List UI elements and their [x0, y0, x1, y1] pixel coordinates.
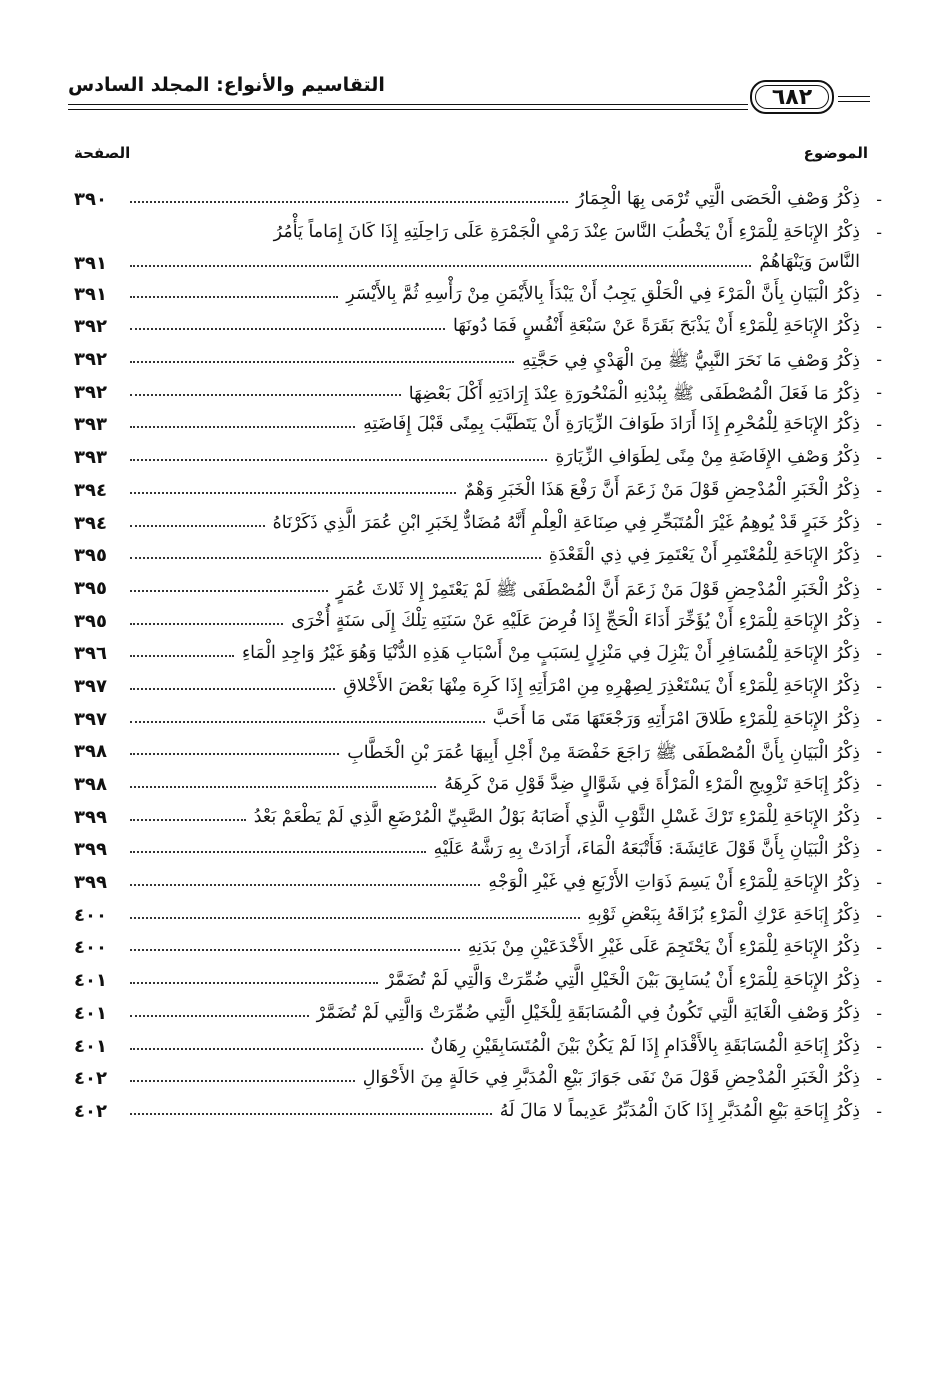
topic-column-heading: الموضوع	[803, 144, 868, 162]
toc-entry	[70, 673, 882, 706]
entry-page-number: ٣٩٨	[74, 741, 107, 763]
toc-entry	[70, 219, 882, 281]
entry-dash: -	[876, 578, 882, 599]
entry-page-number: ٣٩٠	[74, 189, 107, 210]
toc-entry	[70, 836, 882, 869]
page-number-frame	[750, 80, 834, 114]
dot-leader	[130, 328, 445, 330]
entry-title: ذِكْرُ الإِبَاحَةِ لِلْمَرْءِ أَنْ يُؤَخِّرَ أَدَاءَ الْحَجِّ إِذَا فُرِضَ عَلَيْهِ عَنْ سَنَتِهِ تِلْكَ إِلَى سَنَةٍ أُخْرَى	[291, 610, 860, 631]
entry-page-number: ٤٠١	[74, 1035, 107, 1057]
entry-dash: -	[876, 350, 882, 371]
entry-page-number: ٣٩٩	[74, 872, 107, 894]
toc-entry	[70, 706, 882, 739]
entry-title: ذِكْرُ الْبَيَانِ بِأَنَّ الْمُصْطَفَى ﷺ رَاجَعَ حَفْصَةَ مِنْ أَجْلِ أَبِيهَا عُمَرَ بْنِ الْخَطَّابِ	[347, 743, 860, 764]
page-column-heading: الصفحة	[74, 144, 131, 162]
toc-entry	[70, 411, 882, 444]
entry-title: ذِكْرُ الإِبَاحَةِ لِلْمُسَافِرِ أَنْ يَنْزِلَ فِي مَنْزِلٍ لِسَبَبٍ مِنْ أَسْبَابِ هَذِهِ الدُّنْيَا وَهُوَ غَيْرُ وَاجِدِ الْمَاءِ	[241, 643, 860, 664]
entry-title: ذِكْرُ الْبَيَانِ بِأَنَّ قَوْلَ عَائِشَةَ: فَأَتْبَعَهُ الْمَاءَ، أَرَادَتْ بِهِ رَشَّهُ عَلَيْهِ	[433, 839, 860, 860]
entry-dash: -	[876, 676, 882, 697]
entry-dash: -	[876, 742, 882, 763]
entry-dash: -	[876, 317, 882, 338]
page-number: ٦٨٢	[771, 84, 813, 110]
dot-leader	[130, 1015, 309, 1017]
entry-page-number: ٣٩٧	[74, 708, 107, 730]
entry-title: ذِكْرُ الإِبَاحَةِ لِلْمُعْتَمِرِ أَنْ يَعْتَمِرَ فِي ذِي الْقَعْدَةِ	[548, 545, 860, 566]
toc-entry	[70, 281, 882, 314]
dot-leader	[130, 459, 547, 461]
dot-leader	[130, 753, 339, 755]
header-rule	[68, 109, 748, 110]
toc-entry	[70, 186, 882, 219]
entry-page-number: ٣٩٢	[74, 316, 107, 338]
toc-entry	[70, 477, 882, 510]
dot-leader	[130, 492, 456, 494]
entry-dash: -	[876, 807, 882, 828]
toc-entry	[70, 542, 882, 575]
dot-leader	[130, 525, 265, 527]
entry-title: ذِكْرُ الإِبَاحَةِ لِلْمَرْءِ أَنْ يَسِمَ ذَوَاتِ الأَرْبَعِ فِي غَيْرِ الْوَجْهِ	[488, 872, 860, 893]
entry-title: ذِكْرُ الْخَبَرِ الْمُدْحِضِ قَوْلَ مَنْ نَفَى جَوَازَ بَيْعِ الْمُدَبَّرِ فِي حَالَةٍ مِنَ الأَحْوَالِ	[362, 1068, 860, 1089]
entry-page-number: ٣٩٣	[74, 414, 107, 436]
toc-entry	[70, 510, 882, 543]
dot-leader	[130, 201, 568, 203]
entry-page-number: ٣٩٨	[74, 774, 107, 795]
entry-page-number: ٣٩٥	[74, 545, 107, 567]
entry-dash: -	[876, 284, 882, 305]
dot-leader	[130, 361, 514, 363]
dot-leader	[130, 1048, 423, 1050]
entry-title: ذِكْرُ الْبَيَانِ بِأَنَّ الْمَرْءَ فِي الْحَلْقِ يَجِبُ أَنْ يَبْدَأَ بِالأَيْمَنِ مِنْ رَأْسِهِ ثُمَّ بِالأَيْسَرِ	[346, 283, 860, 304]
entry-title: ذِكْرُ وَصْفِ الْحَصَى الَّتِي تُرْمَى بِهَا الْجِمَارُ	[575, 189, 860, 209]
dot-leader	[130, 819, 246, 821]
entry-dash: -	[876, 415, 882, 436]
entry-page-number: ٣٩٤	[74, 479, 107, 501]
entry-page-number: ٣٩٤	[74, 512, 107, 534]
entry-title: ذِكْرُ وَصْفِ مَا نَحَرَ النَّبِيُّ ﷺ مِنَ الْهَدْيِ فِي حَجَّتِهِ	[522, 351, 860, 372]
entry-dash: -	[876, 775, 882, 795]
entry-title: ذِكْرُ إِبَاحَةِ بَيْعِ الْمُدَبَّرِ إِذَا كَانَ الْمُدَبِّرُ عَدِيماً لا مَالَ لَهُ	[499, 1100, 860, 1121]
dot-leader	[130, 1113, 492, 1115]
toc-entry	[70, 575, 882, 608]
entry-page-number: ٤٠٢	[74, 1100, 107, 1122]
entry-page-number: ٤٠٠	[74, 937, 107, 959]
entry-title: ذِكْرُ وَصْفِ الْغَايَةِ الَّتِي تَكُونُ فِي الْمُسَابَقَةِ لِلْخَيْلِ الَّتِي ضُمِّرَتْ وَالَّتِي لَمْ تُضَمَّرْ	[316, 1002, 860, 1023]
entry-title: ذِكْرُ الإِبَاحَةِ لِلْمَرْءِ طَلاقَ امْرَأَتِهِ وَرَجْعَتَهَا مَتَى مَا أَحَبَّ	[492, 708, 860, 729]
toc-entry	[70, 804, 882, 837]
toc-entry	[70, 1000, 882, 1033]
toc-entry	[70, 346, 882, 379]
entry-page-number: ٤٠٢	[74, 1068, 107, 1090]
entry-page-number: ٣٩٩	[74, 806, 107, 828]
dot-leader	[130, 851, 426, 853]
entry-title: ذِكْرُ خَبَرٍ قَدْ يُوهِمُ غَيْرَ الْمُتَبَحِّرِ فِي صِنَاعَةِ الْعِلْمِ أَنَّهُ مُضَادٌّ لِخَبَرِ ابْنِ عُمَرَ الَّذِي ذَكَرْنَاهُ	[272, 512, 860, 533]
dot-leader	[130, 1080, 355, 1082]
entry-title: ذِكْرُ وَصْفِ الإِفَاضَةِ مِنْ مِنًى لِطَوَافِ الزِّيَارَةِ	[555, 447, 860, 468]
entry-dash: -	[876, 1101, 882, 1122]
toc-entry	[70, 967, 882, 1000]
entry-title: ذِكْرُ إِبَاحَةِ عَرْكِ الْمَرْءِ بُزَاقَهُ بِبَعْضِ ثَوْبِهِ	[587, 904, 860, 925]
entry-page-number: ٣٩٥	[74, 577, 107, 599]
dot-leader	[130, 394, 401, 396]
entry-title: ذِكْرُ إِبَاحَةِ الْمُسَابَقَةِ بِالأَقْدَامِ إِذَا لَمْ يَكُنْ بَيْنَ الْمُتَسَابِقَيْنِ رِهَانٌ	[430, 1035, 860, 1056]
dot-leader	[130, 917, 580, 919]
dot-leader	[130, 623, 283, 625]
toc-entry	[70, 738, 882, 771]
entry-title: ذِكْرُ الإِبَاحَةِ لِلْمُحْرِمِ إِذَا أَرَادَ طَوَافَ الزِّيَارَةِ أَنْ يَتَطَيَّبَ بِمِنًى قَبْلَ إِفَاضَتِهِ	[363, 414, 860, 435]
entry-dash: -	[876, 873, 882, 894]
entry-dash: -	[876, 1003, 882, 1024]
entry-page-number: ٣٩١	[74, 283, 107, 305]
entry-title: ذِكْرُ مَا فَعَلَ الْمُصْطَفَى ﷺ بِبُدْنِهِ الْمَنْحُورَةِ عِنْدَ إِرَادَتِهِ أَكْلَ بَعْضِهَا	[408, 383, 860, 404]
dot-leader	[130, 590, 328, 592]
entry-title: ذِكْرُ الإِبَاحَةِ لِلْمَرْءِ أَنْ يَخْطُبَ النَّاسَ عِنْدَ رَمْيِ الْجَمْرَةِ عَلَى رَاحِلَتِهِ إِذَا كَانَ إِمَاماً يَأْمُرُ	[273, 221, 860, 242]
header-rule	[838, 96, 870, 97]
toc-entry	[70, 869, 882, 902]
entry-dash: -	[876, 513, 882, 534]
entry-title: ذِكْرُ الْخَبَرِ الْمُدْحِضِ قَوْلَ مَنْ زَعَمَ أَنَّ رَفْعَ هَذَا الْخَبَرِ وَهْمٌ	[464, 479, 860, 500]
entry-dash: -	[876, 611, 882, 632]
entry-title: ذِكْرُ الْخَبَرِ الْمُدْحِضِ قَوْلَ مَنْ زَعَمَ أَنَّ الْمُصْطَفَى ﷺ لَمْ يَعْتَمِرْ إِلا ثَلاثَ عُمَرٍ	[336, 579, 860, 600]
entry-page-number: ٣٩٢	[74, 381, 107, 403]
entry-dash: -	[876, 190, 882, 210]
entry-page-number: ٤٠٠	[74, 904, 107, 926]
entry-dash: -	[876, 905, 882, 926]
dot-leader	[130, 557, 541, 559]
toc-entry	[70, 379, 882, 412]
entry-dash: -	[876, 971, 882, 992]
entry-page-number: ٣٩٧	[74, 675, 107, 697]
toc-entry	[70, 1033, 882, 1066]
entry-title: ذِكْرُ الإِبَاحَةِ لِلْمَرْءِ أَنْ يَذْبَحَ بَقَرَةً عَنْ سَبْعَةِ أَنْفُسٍ فَمَا دُونَهَا	[452, 316, 860, 337]
toc-entry	[70, 1065, 882, 1098]
dot-leader	[130, 949, 460, 951]
toc-entry	[70, 771, 882, 804]
entry-title: ذِكْرُ الإِبَاحَةِ لِلْمَرْءِ أَنْ يَحْتَجِمَ عَلَى غَيْرِ الأَخْدَعَيْنِ مِنْ بَدَنِهِ	[467, 937, 860, 958]
dot-leader	[130, 426, 355, 428]
entry-dash: -	[876, 709, 882, 730]
entry-dash: -	[876, 840, 882, 861]
entry-page-number: ٣٩٥	[74, 610, 107, 632]
entry-page-number: ٣٩٩	[74, 839, 107, 861]
header-rule	[68, 104, 748, 105]
toc-entry	[70, 934, 882, 967]
entry-title-continuation: النَّاسَ وَيَنْهَاهُمْ	[759, 251, 860, 272]
dot-leader	[130, 721, 485, 723]
dot-leader	[130, 265, 751, 267]
entry-page-number: ٣٩٦	[74, 643, 107, 665]
dot-leader	[130, 884, 480, 886]
dot-leader	[130, 786, 436, 788]
entry-dash: -	[876, 1036, 882, 1057]
dot-leader	[130, 982, 378, 984]
entry-page-number: ٣٩١	[74, 252, 107, 274]
entry-dash: -	[876, 938, 882, 959]
entry-dash: -	[876, 1069, 882, 1090]
dot-leader	[130, 688, 335, 690]
toc-entry	[70, 444, 882, 477]
toc-entry	[70, 902, 882, 935]
entry-title: ذِكْرُ إِبَاحَةِ تَزْوِيجِ الْمَرْءِ الْمَرْأَةَ فِي شَوَّالٍ ضِدَّ قَوْلِ مَنْ كَرِهَهُ	[444, 774, 860, 794]
toc-entry	[70, 313, 882, 346]
entry-title: ذِكْرُ الإِبَاحَةِ لِلْمَرْءِ تَرْكَ غَسْلِ الثَّوْبِ الَّذِي أَصَابَهُ بَوْلُ الصَّبِيِّ الْمُرْضَعِ الَّذِي لَمْ يَطْعَمْ بَعْدُ	[253, 806, 860, 827]
entry-page-number: ٤٠١	[74, 970, 107, 992]
entry-dash: -	[876, 382, 882, 403]
entry-title: ذِكْرُ الإِبَاحَةِ لِلْمَرْءِ أَنْ يُسَابِقَ بَيْنَ الْخَيْلِ الَّتِي ضُمِّرَتْ وَالَّتِي لَمْ تُضَمَّرْ	[385, 970, 860, 991]
toc-entry	[70, 1098, 882, 1131]
entry-page-number: ٤٠١	[74, 1002, 107, 1024]
dot-leader	[130, 296, 338, 298]
entry-dash: -	[876, 448, 882, 469]
toc-entry	[70, 608, 882, 641]
dot-leader	[130, 655, 234, 657]
table-of-contents	[70, 186, 882, 1131]
entry-page-number: ٣٩٢	[74, 349, 107, 371]
page-header	[68, 68, 868, 120]
toc-entry	[70, 640, 882, 673]
header-rule	[838, 101, 870, 102]
running-title: التقاسيم والأنواع: المجلد السادس	[68, 74, 385, 96]
entry-dash: -	[876, 644, 882, 665]
entry-page-number: ٣٩٣	[74, 447, 107, 469]
entry-dash: -	[876, 480, 882, 501]
entry-dash: -	[876, 222, 882, 243]
entry-dash: -	[876, 546, 882, 567]
entry-title: ذِكْرُ الإِبَاحَةِ لِلْمَرْءِ أَنْ يَسْتَعْذِرَ لِصِهْرِهِ مِنِ امْرَأَتِهِ إِذَا كَرِهَ مِنْهَا بَعْضَ الأَخْلاقِ	[343, 675, 860, 696]
